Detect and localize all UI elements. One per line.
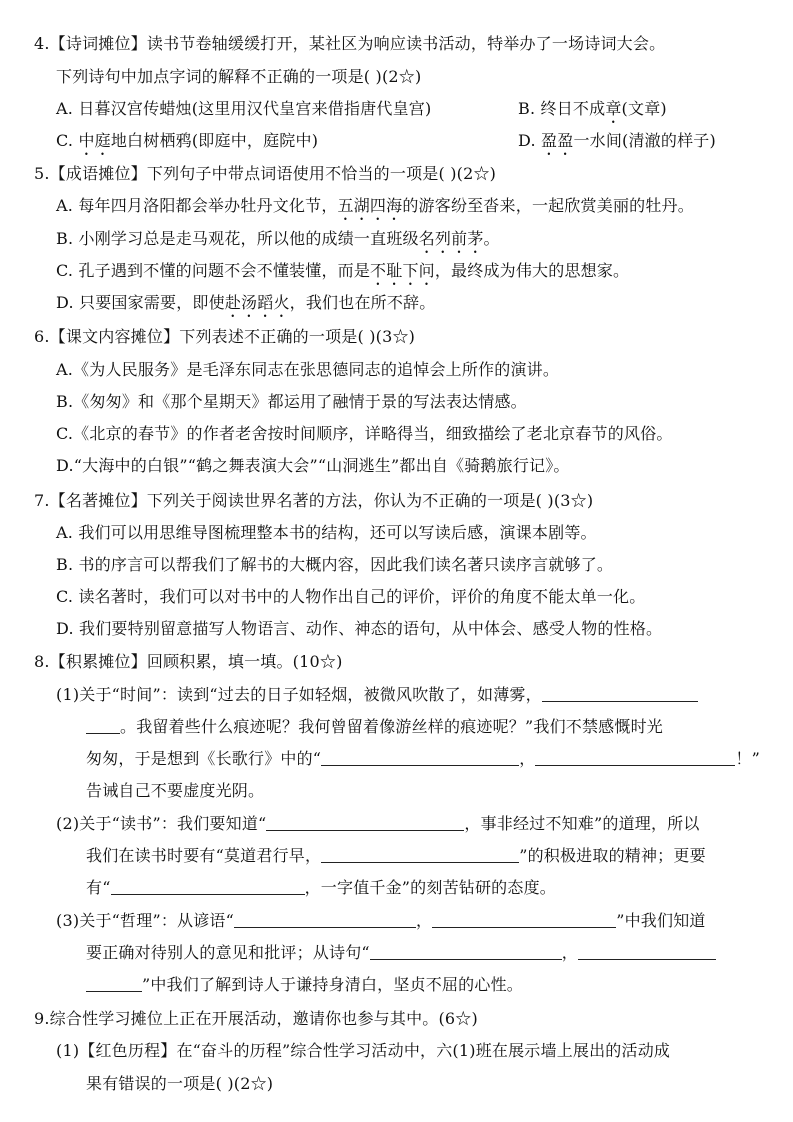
q5-option-c xyxy=(56,260,629,289)
q4-option-c-text: 地白树栖鸦(即庭中，庭院中) xyxy=(110,131,319,150)
q5-option-d-prefix: D. 只要国家需要，即使 xyxy=(56,293,225,312)
q5-option-d-suffix: ，我们也在所不辞。 xyxy=(289,293,436,312)
q8-part3-blank-1[interactable] xyxy=(234,911,416,928)
q5-option-a-prefix: A. 每年四月洛阳都会举办牡丹文化节， xyxy=(56,196,338,215)
q8-part3-text: (3)关于“哲理”：从谚语“ xyxy=(56,911,235,930)
q8-part2-blank-1[interactable] xyxy=(266,814,464,831)
q8-part1-text-2: 。我留着些什么痕迹呢？我何曾留着像游丝样的痕迹呢？”我们不禁感慨时光 xyxy=(120,717,663,736)
q8-part3-text-2: ”中我们知道 xyxy=(616,911,706,930)
q8-part2-line1 xyxy=(56,813,700,835)
q5-option-b xyxy=(56,228,500,257)
q5-option-c-dotted: 不耻下问 xyxy=(370,261,435,280)
q8-stem: 8.【积累摊位】回顾积累，填一填。(10☆) xyxy=(34,652,343,671)
q8-part1-blank-3[interactable] xyxy=(535,749,735,766)
q8-part1-text-3: 匆匆，于是想到《长歌行》中的“ xyxy=(86,749,322,768)
q8-part3-comma-2: ， xyxy=(561,943,578,962)
q8-part3-blank-4-cont[interactable] xyxy=(86,975,142,992)
q8-part1-blank-2[interactable] xyxy=(321,749,519,766)
q8-part1-line3 xyxy=(86,748,760,770)
q4-option-a-text: A. 日暮汉宫传蜡烛(这里用汉代皇宫来借指唐代皇宫) xyxy=(56,99,432,118)
q8-part2-blank-3[interactable] xyxy=(111,878,305,895)
q8-part2-text: (2)关于“读书”：我们要知道“ xyxy=(56,814,267,833)
q8-part3-line1 xyxy=(56,910,706,932)
q8-part1-line4: 告诫自己不要虚度光阴。 xyxy=(86,781,265,800)
q8-part3-text-3: 要正确对待别人的意见和批评；从诗句“ xyxy=(86,943,370,962)
q4-option-d-text: 一水间(清澈的样子) xyxy=(573,131,716,150)
q9-part1-line2: 果有错误的一项是( )(2☆) xyxy=(86,1074,274,1093)
q8-part3-blank-3[interactable] xyxy=(370,943,562,960)
q8-part3-blank-4[interactable] xyxy=(578,943,716,960)
q6-option-d: D.“大海中的白银”“鹤之舞表演大会”“山洞逃生”都出自《骑鹅旅行记》。 xyxy=(56,456,570,475)
q5-option-d-dotted: 赴汤蹈火 xyxy=(224,293,290,312)
q5-option-c-suffix: ，最终成为伟大的思想家。 xyxy=(434,261,630,280)
q8-part2-text-4: ”的积极进取的精神；更要 xyxy=(519,846,706,865)
q5-option-d xyxy=(56,292,435,321)
q5-option-b-prefix: B. 小刚学习总是走马观花，所以他的成绩一直班级 xyxy=(56,229,419,248)
q8-part3-comma: ， xyxy=(416,911,433,930)
q8-part2-text-5: 有“ xyxy=(86,878,111,897)
q8-part1-end: ！” xyxy=(735,749,760,768)
q5-stem: 5.【成语摊位】下列句子中带点词语使用不恰当的一项是( )(2☆) xyxy=(34,164,497,183)
q4-option-c-dotted: 中庭 xyxy=(78,131,111,150)
q9-part1-line1: (1)【红色历程】在“奋斗的历程”综合性学习活动中，六(1)班在展示墙上展出的活动成 xyxy=(56,1041,671,1060)
q5-option-a-suffix: 的游客纷至沓来，一起欣赏美丽的牡丹。 xyxy=(402,196,694,215)
q8-part1-line1 xyxy=(56,684,698,706)
q4-option-d-dotted: 盈盈 xyxy=(541,131,574,150)
q7-option-d: D. 我们要特别留意描写人物语言、动作、神态的语句，从中体会、感受人物的性格。 xyxy=(56,619,663,638)
q8-part3-blank-2[interactable] xyxy=(432,911,616,928)
q8-part1-blank-1[interactable] xyxy=(542,685,698,702)
q8-part2-line2 xyxy=(86,845,706,867)
q7-option-c: C. 读名著时，我们可以对书中的人物作出自己的评价，评价的角度不能太单一化。 xyxy=(56,587,646,606)
q6-option-b: B.《匆匆》和《那个星期天》都运用了融情于景的写法表达情感。 xyxy=(56,392,527,411)
q4-stem-line1: 4.【诗词摊位】读书节卷轴缓缓打开，某社区为响应读书活动，特举办了一场诗词大会。 xyxy=(34,34,666,53)
q9-stem: 9.综合性学习摊位上正在开展活动，邀请你也参与其中。(6☆) xyxy=(34,1009,478,1028)
q8-part2-blank-2[interactable] xyxy=(321,846,519,863)
q4-option-b-text: B. 终日不成 xyxy=(518,99,606,118)
q8-part1-comma: ， xyxy=(519,749,536,768)
q8-part1-text: (1)关于“时间”：读到“过去的日子如轻烟，被微风吹散了，如薄雾， xyxy=(56,685,542,704)
q8-part3-line3 xyxy=(86,974,523,996)
q8-part2-text-2: ，事非经过不知难”的道理，所以 xyxy=(464,814,700,833)
q4-option-b xyxy=(518,98,667,127)
q5-option-b-suffix: 。 xyxy=(483,229,500,248)
q8-part2-text-6: ，一字值千金”的刻苦钻研的态度。 xyxy=(304,878,556,897)
q5-option-a xyxy=(56,195,694,224)
q4-option-b-note: (文章) xyxy=(621,99,667,118)
q5-option-a-dotted: 五湖四海 xyxy=(337,196,403,215)
q4-option-d-prefix: D. xyxy=(518,131,542,150)
q5-option-c-prefix: C. 孔子遇到不懂的问题不会不懂装懂，而是 xyxy=(56,261,371,280)
q8-part2-text-3: 我们在读书时要有“莫道君行早， xyxy=(86,846,322,865)
q6-option-a: A.《为人民服务》是毛泽东同志在张思德同志的追悼会上所作的演讲。 xyxy=(56,360,560,379)
q8-part3-line2 xyxy=(86,942,716,964)
q4-option-d xyxy=(518,130,716,159)
q7-stem: 7.【名著摊位】下列关于阅读世界名著的方法，你认为不正确的一项是( )(3☆) xyxy=(34,491,594,510)
q8-part2-line3 xyxy=(86,877,556,899)
q4-option-c-prefix: C. xyxy=(56,131,79,150)
q4-stem-line2: 下列诗句中加点字词的解释不正确的一项是( )(2☆) xyxy=(56,67,422,86)
q4-option-a xyxy=(56,98,431,120)
q7-option-b: B. 书的序言可以帮我们了解书的大概内容，因此我们读名著只读序言就够了。 xyxy=(56,555,614,574)
q6-stem: 6.【课文内容摊位】下列表述不正确的一项是( )(3☆) xyxy=(34,327,416,346)
q4-option-c xyxy=(56,130,318,159)
q8-part1-line2 xyxy=(86,716,663,738)
q4-option-b-dotted: 章 xyxy=(605,99,622,118)
q5-option-b-dotted: 名列前茅 xyxy=(418,229,484,248)
q8-part3-text-4: ”中我们了解到诗人于谦持身清白，坚贞不屈的心性。 xyxy=(142,975,523,994)
q6-option-c: C.《北京的春节》的作者老舍按时间顺序，详略得当，细致描绘了老北京春节的风俗。 xyxy=(56,424,673,443)
q8-part1-blank-1-cont[interactable] xyxy=(86,717,120,734)
q7-option-a: A. 我们可以用思维导图梳理整本书的结构，还可以写读后感，演课本剧等。 xyxy=(56,523,597,542)
